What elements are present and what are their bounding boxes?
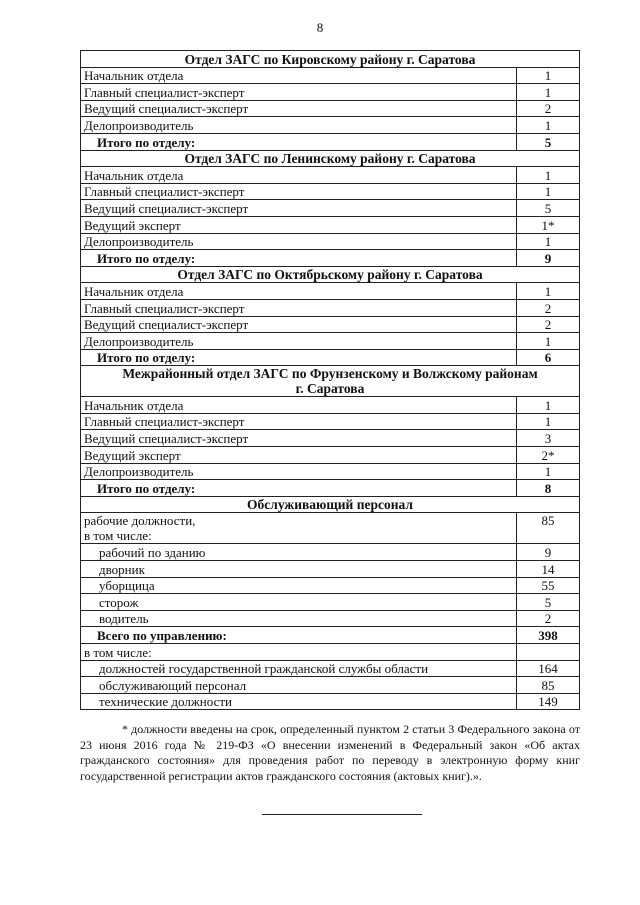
position-label: Главный специалист-эксперт — [81, 413, 517, 430]
position-label: Начальник отдела — [81, 397, 517, 414]
closing-rule — [262, 814, 422, 815]
position-count: 1 — [517, 397, 580, 414]
position-count: 1 — [517, 413, 580, 430]
position-label: Ведущий специалист-эксперт — [81, 200, 517, 217]
section-title — [81, 366, 580, 397]
position-count: 1 — [517, 283, 580, 300]
section-total-label: Итого по отделу: — [81, 480, 517, 497]
section-title-line2: г. Саратова — [295, 381, 365, 397]
section-total-label: Итого по отделу: — [81, 349, 517, 366]
grand-row-value: 149 — [517, 693, 580, 710]
position-label: Делопроизводитель — [81, 233, 517, 250]
grand-incl-value — [517, 644, 580, 661]
position-label: Ведущий специалист-эксперт — [81, 430, 517, 447]
grand-row-label: должностей государственной гражданской службы области — [81, 660, 517, 677]
position-count: 2 — [517, 100, 580, 117]
position-count: 1 — [517, 183, 580, 200]
position-label: Начальник отдела — [81, 167, 517, 184]
position-label: Делопроизводитель — [81, 333, 517, 350]
grand-row-label: технические должности — [81, 693, 517, 710]
position-count: 5 — [517, 200, 580, 217]
section-title: Отдел ЗАГС по Ленинскому району г. Саратова — [81, 150, 580, 167]
position-count: 2 — [517, 316, 580, 333]
section-total-label: Итого по отделу: — [81, 133, 517, 150]
section-total-value: 8 — [517, 480, 580, 497]
section-title: Отдел ЗАГС по Кировскому району г. Саратова — [81, 51, 580, 68]
position-count: 1 — [517, 333, 580, 350]
position-label: Ведущий эксперт — [81, 216, 517, 233]
position-count: 1 — [517, 117, 580, 134]
section-total-label: Итого по отделу: — [81, 250, 517, 267]
position-count: 1 — [517, 167, 580, 184]
position-label: Ведущий специалист-эксперт — [81, 100, 517, 117]
page-number: 8 — [316, 20, 324, 35]
footnote: * должности введены на срок, определенный пунктом 2 статьи 3 Федерального закона от 23 июня 2016 года № 219-ФЗ «О внесении изменений в Федеральный закон «Об актах гражданского состояния» для проведения работ по переводу в электронную форму книг государственной регистрации актов гражданского состояния (актовых книг).». — [80, 722, 580, 783]
section-title-line1: Межрайонный отдел ЗАГС по Фрунзенскому и Волжскому районам — [122, 366, 538, 382]
grand-row-label: обслуживающий персонал — [81, 677, 517, 694]
service-row-label: сторож — [81, 594, 517, 611]
position-count: 1* — [517, 216, 580, 233]
section-title: Отдел ЗАГС по Октябрьскому району г. Саратова — [81, 266, 580, 283]
position-label: Делопроизводитель — [81, 463, 517, 480]
service-row-label: дворник — [81, 561, 517, 578]
position-count: 2* — [517, 447, 580, 464]
position-count: 1 — [517, 463, 580, 480]
grand-row-value: 164 — [517, 660, 580, 677]
service-row-value: 55 — [517, 577, 580, 594]
section-total-value: 5 — [517, 133, 580, 150]
position-label: Делопроизводитель — [81, 117, 517, 134]
grand-total-label: Всего по управлению: — [81, 627, 517, 644]
service-row-value: 2 — [517, 610, 580, 627]
service-row-label: уборщица — [81, 577, 517, 594]
service-main-line2: в том числе: — [84, 528, 152, 544]
service-main-label — [81, 513, 517, 544]
service-row-value: 9 — [517, 544, 580, 561]
section-total-value: 9 — [517, 250, 580, 267]
service-row-value: 14 — [517, 561, 580, 578]
position-label: Ведущий специалист-эксперт — [81, 316, 517, 333]
service-row-value: 5 — [517, 594, 580, 611]
service-section-title: Обслуживающий персонал — [81, 496, 580, 513]
position-count: 1 — [517, 233, 580, 250]
position-count: 3 — [517, 430, 580, 447]
position-count: 2 — [517, 299, 580, 316]
grand-incl-label: в том числе: — [81, 644, 517, 661]
position-count: 1 — [517, 67, 580, 84]
service-row-label: рабочий по зданию — [81, 544, 517, 561]
position-label: Начальник отдела — [81, 67, 517, 84]
position-label: Главный специалист-эксперт — [81, 299, 517, 316]
section-total-value: 6 — [517, 349, 580, 366]
grand-row-value: 85 — [517, 677, 580, 694]
position-count: 1 — [517, 84, 580, 101]
position-label: Ведущий эксперт — [81, 447, 517, 464]
service-row-label: водитель — [81, 610, 517, 627]
service-main-value: 85 — [517, 513, 580, 544]
service-main-line1: рабочие должности, — [84, 513, 196, 529]
position-label: Главный специалист-эксперт — [81, 84, 517, 101]
staffing-table — [80, 50, 580, 710]
position-label: Главный специалист-эксперт — [81, 183, 517, 200]
position-label: Начальник отдела — [81, 283, 517, 300]
grand-total-value: 398 — [517, 627, 580, 644]
